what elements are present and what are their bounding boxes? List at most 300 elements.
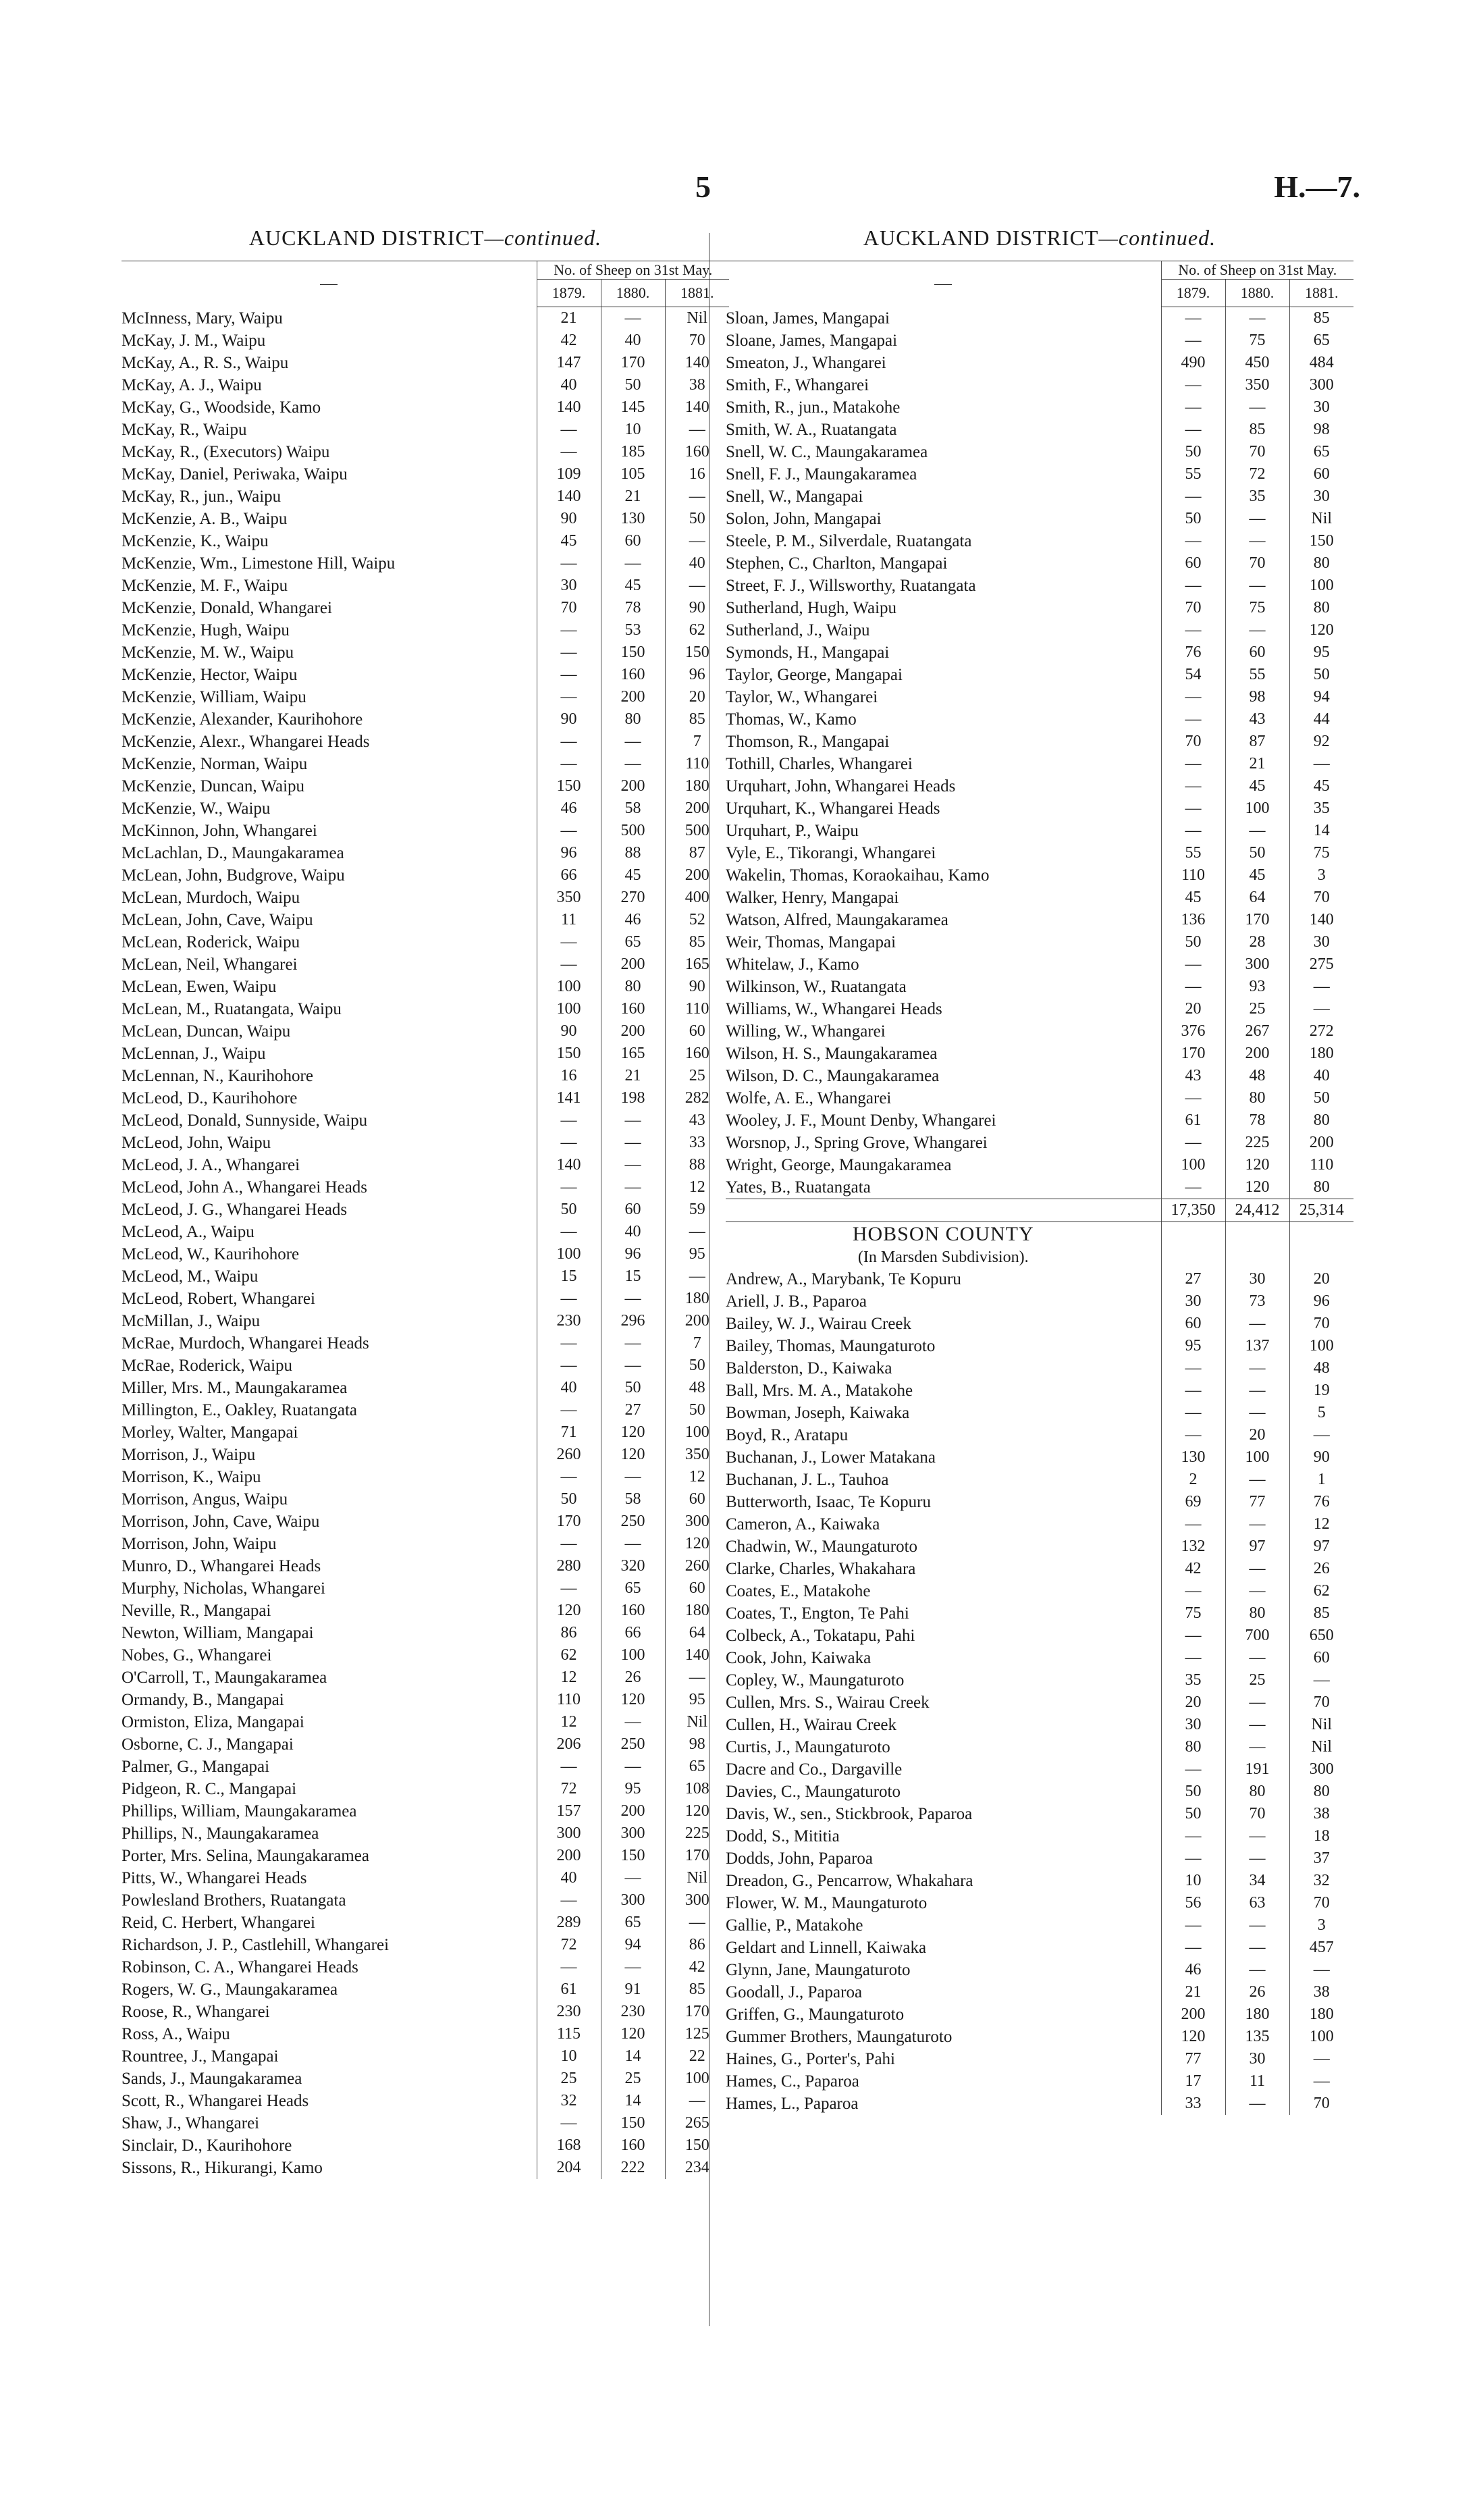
table-row <box>122 1644 729 1666</box>
table-row <box>122 909 729 931</box>
row-value-1: — <box>1225 2093 1289 2115</box>
row-value-0: — <box>1161 775 1225 797</box>
table-row <box>726 976 1353 998</box>
row-name: McKenzie, Hugh, Waipu <box>122 621 290 639</box>
row-value-2: — <box>1289 1669 1353 1691</box>
total-1879: 17,350 <box>1161 1199 1225 1222</box>
row-name: Morrison, John, Waipu <box>122 1535 277 1553</box>
row-value-1: 78 <box>1225 1109 1289 1132</box>
row-value-0: 35 <box>1161 1669 1225 1691</box>
county-subtitle: (In Marsden Subdivision). <box>857 1249 1029 1266</box>
row-value-2: 7 <box>665 731 729 753</box>
row-name: Ball, Mrs. M. A., Matakohe <box>726 1382 913 1400</box>
table-row <box>122 1577 729 1600</box>
row-value-0: 72 <box>537 1934 601 1956</box>
row-value-2: 38 <box>1289 1803 1353 1825</box>
row-name: Griffen, G., Maungaturoto <box>726 2005 905 2024</box>
row-value-0: 21 <box>537 307 601 330</box>
row-name: Ariell, J. B., Paparoa <box>726 1292 867 1311</box>
row-value-1: — <box>601 1154 665 1176</box>
row-name: Balderston, D., Kaiwaka <box>726 1359 892 1377</box>
table-row <box>122 1043 729 1065</box>
row-value-2: 80 <box>1289 1781 1353 1803</box>
row-value-1: 230 <box>601 2001 665 2023</box>
row-value-0: — <box>1161 686 1225 708</box>
row-value-0: — <box>1161 708 1225 731</box>
row-value-1: — <box>601 1176 665 1199</box>
table-row <box>122 1488 729 1511</box>
total-1881: 25,314 <box>1289 1199 1353 1222</box>
row-value-1: 200 <box>601 775 665 797</box>
row-value-0: — <box>1161 1357 1225 1380</box>
table-row <box>726 1109 1353 1132</box>
row-value-2: 12 <box>665 1176 729 1199</box>
row-value-1: 25 <box>601 2068 665 2090</box>
row-value-1: 120 <box>601 1689 665 1711</box>
row-value-1: 66 <box>601 1622 665 1644</box>
row-value-1: 45 <box>1225 775 1289 797</box>
row-value-0: 76 <box>1161 641 1225 664</box>
row-value-2: 65 <box>665 1756 729 1778</box>
table-row <box>122 352 729 374</box>
row-value-2: 80 <box>1289 597 1353 619</box>
row-name: O'Carroll, T., Maungakaramea <box>122 1669 327 1687</box>
row-name: Reid, C. Herbert, Whangarei <box>122 1914 315 1932</box>
row-value-0: 140 <box>537 485 601 508</box>
row-value-0: 56 <box>1161 1892 1225 1914</box>
row-value-1: 500 <box>601 820 665 842</box>
row-value-0: 55 <box>1161 463 1225 485</box>
table-row <box>726 664 1353 686</box>
row-value-2: 180 <box>665 775 729 797</box>
row-value-0: — <box>1161 1937 1225 1959</box>
row-value-0: — <box>537 1889 601 1912</box>
row-value-2: 96 <box>665 664 729 686</box>
row-value-0: — <box>537 1533 601 1555</box>
row-value-2: 38 <box>665 374 729 396</box>
row-name: Vyle, E., Tikorangi, Whangarei <box>726 844 936 862</box>
table-row <box>122 1109 729 1132</box>
table-row <box>122 1065 729 1087</box>
row-value-2: 300 <box>1289 374 1353 396</box>
row-value-0: — <box>1161 485 1225 508</box>
table-row <box>726 2026 1353 2048</box>
row-value-0: — <box>1161 1424 1225 1446</box>
row-name: Sinclair, D., Kaurihohore <box>122 2136 292 2155</box>
table-row <box>122 374 729 396</box>
table-row <box>726 307 1353 330</box>
row-value-2: 90 <box>665 597 729 619</box>
row-value-0: — <box>1161 1580 1225 1602</box>
table-row <box>726 686 1353 708</box>
row-value-2: 500 <box>665 820 729 842</box>
row-value-2: 85 <box>1289 307 1353 330</box>
row-value-2: 65 <box>1289 441 1353 463</box>
row-value-1: 222 <box>601 2157 665 2179</box>
table-row <box>726 1491 1353 1513</box>
table-row <box>122 1221 729 1243</box>
row-name: Cullen, Mrs. S., Wairau Creek <box>726 1694 930 1712</box>
table-row <box>726 1691 1353 1714</box>
row-value-2: 140 <box>1289 909 1353 931</box>
row-name: McRae, Murdoch, Whangarei Heads <box>122 1334 369 1353</box>
row-name: Powlesland Brothers, Ruatangata <box>122 1891 346 1910</box>
row-value-0: 16 <box>537 1065 601 1087</box>
row-value-1: — <box>1225 1647 1289 1669</box>
row-name: Pidgeon, R. C., Mangapai <box>122 1780 297 1798</box>
row-value-2: 26 <box>1289 1558 1353 1580</box>
row-value-0: — <box>1161 1647 1225 1669</box>
left-table <box>122 261 729 2179</box>
row-value-2: 180 <box>665 1600 729 1622</box>
row-name: McLeod, Robert, Whangarei <box>122 1290 315 1308</box>
row-value-1: 170 <box>601 352 665 374</box>
row-name: Rountree, J., Mangapai <box>122 2047 279 2066</box>
table-row <box>122 1377 729 1399</box>
row-name: Wakelin, Thomas, Koraokaihau, Kamo <box>726 866 990 885</box>
row-value-2: 400 <box>665 887 729 909</box>
row-value-2: 170 <box>665 2001 729 2023</box>
table-row <box>726 753 1353 775</box>
row-value-2: — <box>1289 2048 1353 2070</box>
table-row <box>122 1310 729 1332</box>
row-value-2: 110 <box>665 753 729 775</box>
row-value-1: 170 <box>1225 909 1289 931</box>
row-name: Wilson, H. S., Maungakaramea <box>726 1045 938 1063</box>
row-name: Cullen, H., Wairau Creek <box>726 1716 897 1734</box>
row-value-2: 200 <box>665 797 729 820</box>
row-value-0: 206 <box>537 1733 601 1756</box>
row-value-1: 14 <box>601 2045 665 2068</box>
table-row <box>726 419 1353 441</box>
row-name: McKenzie, Alexr., Whangarei Heads <box>122 733 370 751</box>
right-table-body <box>726 307 1353 1199</box>
row-value-1: 160 <box>601 998 665 1020</box>
row-name: Nobes, G., Whangarei <box>122 1646 272 1664</box>
row-name: Coates, T., Engton, Te Pahi <box>726 1604 909 1623</box>
row-value-1: 97 <box>1225 1535 1289 1558</box>
row-name: Hames, L., Paparoa <box>726 2095 859 2113</box>
row-value-0: 280 <box>537 1555 601 1577</box>
table-row <box>726 1625 1353 1647</box>
row-value-1: 15 <box>601 1265 665 1288</box>
row-value-1: — <box>601 1332 665 1355</box>
row-value-1: 75 <box>1225 597 1289 619</box>
row-name: Copley, W., Maungaturoto <box>726 1671 905 1689</box>
table-row <box>122 1756 729 1778</box>
table-row <box>726 1357 1353 1380</box>
row-value-0: 147 <box>537 352 601 374</box>
row-value-0: — <box>537 552 601 575</box>
row-value-1: 80 <box>1225 1602 1289 1625</box>
row-value-0: 100 <box>537 976 601 998</box>
row-value-2: 12 <box>665 1466 729 1488</box>
row-value-2: 275 <box>1289 953 1353 976</box>
right-year-1880: 1880. <box>1225 280 1289 307</box>
row-name: McKay, G., Woodside, Kamo <box>122 398 321 417</box>
row-value-0: — <box>537 1176 601 1199</box>
row-value-1: — <box>1225 1714 1289 1736</box>
row-value-2: 35 <box>1289 797 1353 820</box>
row-value-1: 450 <box>1225 352 1289 374</box>
row-value-1: — <box>601 753 665 775</box>
row-value-1: 45 <box>601 864 665 887</box>
row-name: Urquhart, John, Whangarei Heads <box>726 777 956 795</box>
row-value-0: 490 <box>1161 352 1225 374</box>
row-value-2: 14 <box>1289 820 1353 842</box>
row-value-2: 3 <box>1289 1914 1353 1937</box>
table-row <box>122 2001 729 2023</box>
row-value-1: 96 <box>601 1243 665 1265</box>
row-value-2: 160 <box>665 441 729 463</box>
row-value-2: 70 <box>1289 1313 1353 1335</box>
row-value-1: 21 <box>601 1065 665 1087</box>
table-row <box>122 2045 729 2068</box>
row-value-2: Nil <box>1289 1736 1353 1758</box>
row-value-2: 180 <box>1289 1043 1353 1065</box>
table-row <box>122 419 729 441</box>
table-row <box>122 530 729 552</box>
row-value-2: 234 <box>665 2157 729 2179</box>
row-value-2: 42 <box>665 1956 729 1978</box>
row-value-0: 43 <box>1161 1065 1225 1087</box>
row-name: Wilkinson, W., Ruatangata <box>726 978 907 996</box>
row-value-2: 22 <box>665 2045 729 2068</box>
row-value-0: 120 <box>537 1600 601 1622</box>
row-value-1: — <box>601 1756 665 1778</box>
row-value-2: 95 <box>665 1243 729 1265</box>
row-value-1: 70 <box>1225 441 1289 463</box>
row-name: McLeod, D., Kaurihohore <box>122 1089 298 1107</box>
table-row <box>122 998 729 1020</box>
row-value-1: — <box>1225 1937 1289 1959</box>
row-value-2: 59 <box>665 1199 729 1221</box>
row-value-2: 30 <box>1289 931 1353 953</box>
row-name: McMillan, J., Waipu <box>122 1312 261 1330</box>
row-value-0: — <box>1161 575 1225 597</box>
row-value-1: 65 <box>601 1577 665 1600</box>
row-value-2: 80 <box>1289 1109 1353 1132</box>
table-row <box>122 731 729 753</box>
row-value-0: — <box>537 1956 601 1978</box>
row-value-1: 185 <box>601 441 665 463</box>
right-header-blank <box>726 261 1161 307</box>
table-row <box>726 1380 1353 1402</box>
row-name: Wright, George, Maungakaramea <box>726 1156 952 1174</box>
row-value-1: — <box>601 731 665 753</box>
row-value-0: — <box>1161 953 1225 976</box>
row-value-1: — <box>1225 820 1289 842</box>
row-name: McKenzie, Wm., Limestone Hill, Waipu <box>122 554 396 573</box>
row-value-0: 230 <box>537 1310 601 1332</box>
table-row <box>122 864 729 887</box>
table-row <box>726 797 1353 820</box>
table-row <box>726 1446 1353 1469</box>
right-header-label: No. of Sheep on 31st May. <box>1161 261 1353 280</box>
left-column <box>122 223 729 2179</box>
table-row <box>726 731 1353 753</box>
row-name: Sutherland, Hugh, Waipu <box>726 599 897 617</box>
row-value-0: — <box>537 2112 601 2134</box>
table-row <box>122 1689 729 1711</box>
row-value-2: 20 <box>665 686 729 708</box>
row-value-0: 50 <box>1161 1803 1225 1825</box>
county-table-body <box>726 1268 1353 2115</box>
row-value-1: — <box>1225 1380 1289 1402</box>
row-value-1: 93 <box>1225 976 1289 998</box>
row-value-0: 40 <box>537 1867 601 1889</box>
row-value-1: 35 <box>1225 485 1289 508</box>
row-name: McKay, Daniel, Periwaka, Waipu <box>122 465 348 483</box>
row-name: Urquhart, P., Waipu <box>726 822 859 840</box>
row-value-2: — <box>1289 1959 1353 1981</box>
row-value-0: 168 <box>537 2134 601 2157</box>
row-value-1: 73 <box>1225 1290 1289 1313</box>
row-name: Roose, R., Whangarei <box>122 2003 270 2021</box>
table-row <box>122 1912 729 1934</box>
table-row <box>726 1803 1353 1825</box>
row-value-1: 150 <box>601 2112 665 2134</box>
row-value-2: — <box>1289 976 1353 998</box>
row-value-2: 90 <box>665 976 729 998</box>
table-row <box>726 441 1353 463</box>
row-value-1: 55 <box>1225 664 1289 686</box>
row-value-1: 64 <box>1225 887 1289 909</box>
row-value-2: 40 <box>1289 1065 1353 1087</box>
row-value-0: 140 <box>537 396 601 419</box>
row-value-1: 200 <box>601 1800 665 1822</box>
table-row <box>726 1290 1353 1313</box>
table-row <box>726 953 1353 976</box>
table-row <box>726 374 1353 396</box>
table-row <box>122 1421 729 1444</box>
row-value-1: 88 <box>601 842 665 864</box>
row-value-0: 69 <box>1161 1491 1225 1513</box>
table-row <box>122 1978 729 2001</box>
row-value-0: 30 <box>1161 1290 1225 1313</box>
row-value-2: 70 <box>665 330 729 352</box>
row-value-0: 70 <box>537 597 601 619</box>
row-value-0: 11 <box>537 909 601 931</box>
row-name: Taylor, George, Mangapai <box>726 666 903 684</box>
row-name: Weir, Thomas, Mangapai <box>726 933 896 951</box>
total-1880: 24,412 <box>1225 1199 1289 1222</box>
row-value-0: 30 <box>1161 1714 1225 1736</box>
table-row <box>122 1822 729 1845</box>
row-value-1: 296 <box>601 1310 665 1332</box>
row-name: McLean, Neil, Whangarei <box>122 955 298 974</box>
row-value-2: 38 <box>1289 1981 1353 2003</box>
row-value-1: 65 <box>601 931 665 953</box>
table-row <box>122 1511 729 1533</box>
left-year-1880: 1880. <box>601 280 665 307</box>
row-value-0: — <box>1161 1758 1225 1781</box>
table-row <box>122 1800 729 1822</box>
row-value-1: 200 <box>601 1020 665 1043</box>
row-value-2: 52 <box>665 909 729 931</box>
row-value-1: 91 <box>601 1978 665 2001</box>
document-reference: H.—7. <box>1274 169 1360 204</box>
row-value-2: 100 <box>1289 1335 1353 1357</box>
row-value-0: — <box>537 1577 601 1600</box>
row-value-0: — <box>1161 330 1225 352</box>
row-value-2: 60 <box>665 1020 729 1043</box>
row-name: McInness, Mary, Waipu <box>122 309 283 327</box>
table-row <box>726 1313 1353 1335</box>
row-value-0: 376 <box>1161 1020 1225 1043</box>
row-value-1: — <box>1225 1825 1289 1847</box>
row-value-1: 120 <box>601 2023 665 2045</box>
row-value-2: 18 <box>1289 1825 1353 1847</box>
row-value-1: — <box>1225 1469 1289 1491</box>
row-name: Morrison, John, Cave, Waipu <box>122 1513 320 1531</box>
table-row <box>122 396 729 419</box>
row-value-0: 80 <box>1161 1736 1225 1758</box>
table-row <box>726 330 1353 352</box>
table-row <box>122 1845 729 1867</box>
table-row <box>726 352 1353 374</box>
row-value-0: 100 <box>537 1243 601 1265</box>
right-column <box>726 223 1353 2115</box>
row-value-0: 45 <box>537 530 601 552</box>
row-value-1: 165 <box>601 1043 665 1065</box>
row-value-1: — <box>1225 1402 1289 1424</box>
row-name: Wilson, D. C., Maungakaramea <box>726 1067 940 1085</box>
row-value-2: 16 <box>665 463 729 485</box>
row-value-1: 11 <box>1225 2070 1289 2093</box>
table-row <box>726 597 1353 619</box>
row-value-2: 44 <box>1289 708 1353 731</box>
row-value-2: 60 <box>665 1577 729 1600</box>
row-value-1: 40 <box>601 330 665 352</box>
row-value-1: 70 <box>1225 552 1289 575</box>
row-value-2: 300 <box>665 1511 729 1533</box>
row-value-2: 150 <box>665 641 729 664</box>
table-row <box>726 485 1353 508</box>
table-row <box>726 2003 1353 2026</box>
table-row <box>726 1335 1353 1357</box>
row-value-1: 34 <box>1225 1870 1289 1892</box>
row-name: Wooley, J. F., Mount Denby, Whangarei <box>726 1111 996 1130</box>
row-name: McKay, R., jun., Waipu <box>122 488 281 506</box>
row-value-0: 66 <box>537 864 601 887</box>
row-value-1: 58 <box>601 1488 665 1511</box>
row-value-1: 27 <box>601 1399 665 1421</box>
row-name: McLean, Murdoch, Waipu <box>122 889 300 907</box>
row-value-0: — <box>537 953 601 976</box>
row-value-0: 100 <box>1161 1154 1225 1176</box>
row-name: Andrew, A., Marybank, Te Kopuru <box>726 1270 961 1288</box>
row-value-2: 12 <box>1289 1513 1353 1535</box>
table-row <box>122 931 729 953</box>
table-row <box>122 1243 729 1265</box>
table-row <box>122 485 729 508</box>
row-value-1: 98 <box>1225 686 1289 708</box>
table-row <box>726 1714 1353 1736</box>
row-value-2: 110 <box>1289 1154 1353 1176</box>
row-value-1: 80 <box>601 976 665 998</box>
row-value-1: 198 <box>601 1087 665 1109</box>
row-value-1: 10 <box>601 419 665 441</box>
row-value-2: 92 <box>1289 731 1353 753</box>
table-row <box>122 820 729 842</box>
row-name: Boyd, R., Aratapu <box>726 1426 849 1444</box>
table-row <box>122 1288 729 1310</box>
row-value-2: 165 <box>665 953 729 976</box>
row-value-1: 350 <box>1225 374 1289 396</box>
table-row <box>122 1711 729 1733</box>
row-value-0: 50 <box>1161 1781 1225 1803</box>
